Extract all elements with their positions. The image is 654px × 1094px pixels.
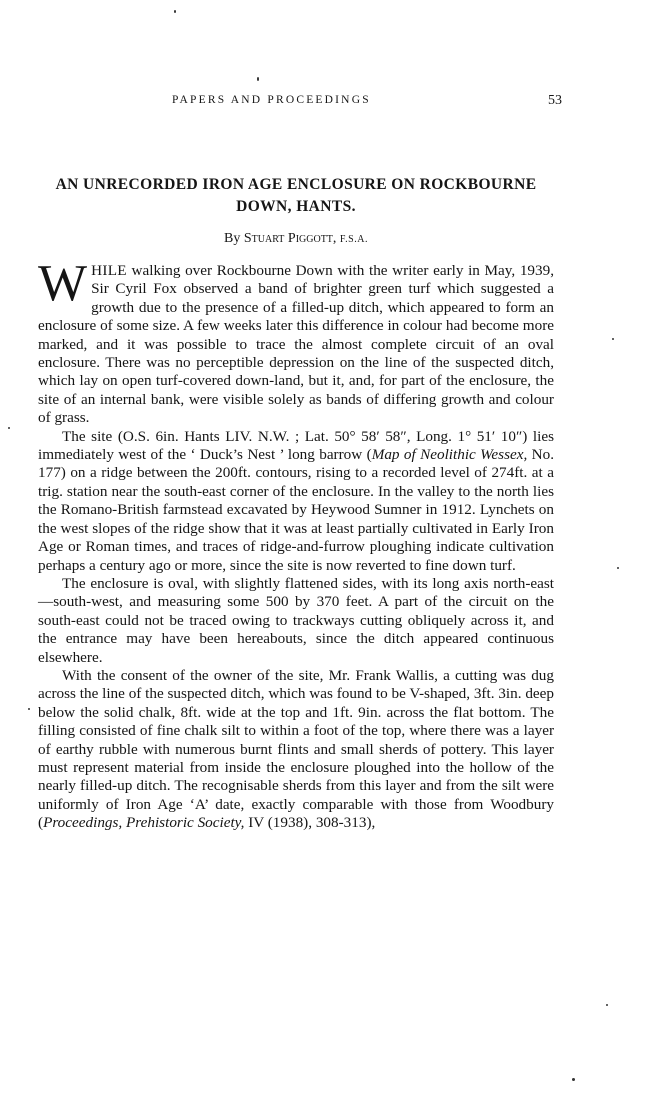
author-name: Stuart Piggott, [243, 231, 337, 246]
paragraph-4 [38, 667, 554, 833]
scan-speck [8, 427, 10, 429]
paragraph-3: The enclosure is oval, with slightly flattened sides, with its long axis north-east—south-west, and measuring some 500 by 370 feet. A part of the circuit on the south-east could not be traced owing to trackways cutting obliquely across it, and the entrance may have been hereabouts, since the ditch appeared continuous elsewhere. [38, 574, 554, 666]
paragraph-1-text: walking over Rockbourne Down with the writer early in May, 1939, Sir Cyril Fox observed a band of brighter green turf which suggested a growth due to the presence of a filled-up ditch, which appeared to form an enclosure of some size. A few weeks later this difference in colour had become more marked, and it was possible to trace the almost complete circuit of an oval enclosure. There was no perceptible depression on the line of the suspected ditch, which lay on open turf-covered down-land, but it, and, for part of the enclosure, the site of an internal bank, were visible solely as bands of differing growth and colour of grass. [38, 262, 554, 427]
scan-speck [257, 77, 259, 81]
paragraph-2-text-b: No. 177) on a ridge between the 200ft. contours, rising to a recorded level of 274ft. at a trig. station near the south-east corner of the enclosure. In the valley to the north lies the Romano-British farmstead excavated by Heywood Sumner in 1912. Lynchets on the west slopes of the ridge show that it was at least partially cultivated in Early Iron Age or Roman times, and traces of ridge-and-furrow ploughing indicate cultivation perhaps a century ago or more, since the site is now reverted to fine down turf. [38, 446, 555, 574]
map-citation: Map of Neolithic Wessex, [371, 446, 528, 464]
paragraph-4-text-b: IV (1938), 308-313), [244, 814, 376, 832]
byline-prefix: By [224, 231, 241, 246]
journal-citation: Proceedings, Prehistoric Society, [43, 814, 245, 832]
scan-speck [28, 708, 30, 710]
article-body [38, 255, 555, 833]
byline [38, 231, 554, 247]
paragraph-4-text-a: With the consent of the owner of the site, Mr. Frank Wallis, a cutting was dug across the line of the suspected ditch, which was found to be V-shaped, 3ft. 3in. deep below the solid chalk, 8ft. wide at the top and 1ft. 9in. across the flat bottom. The filling consisted of fine chalk silt to within a foot of the top, where there was a layer of earthy rubble with numerous burnt flints and small sherds of pottery. This layer must represent material from inside the enclosure ploughed into the hollow of the nearly filled-up ditch. The recognisable sherds from this layer and from the silt were uniformly of Iron Age ‘A’ date, exactly comparable with those from Woodbury ( [38, 666, 554, 832]
scan-speck [612, 338, 614, 340]
scan-speck [174, 10, 176, 13]
running-header [172, 94, 562, 106]
scan-speck [572, 1078, 575, 1081]
paragraph-2-text-a: The site (O.S. 6in. Hants LIV. N.W. ; Lat. 50° 58′ 58″, Long. 1° 51′ 10″) lies immediately west of the ‘ Duck’s Nest ’ long barrow ( [38, 427, 554, 464]
drop-cap: W [38, 255, 88, 312]
page-number: 53 [548, 93, 562, 108]
scan-speck [606, 1004, 608, 1006]
article-title: AN UNRECORDED IRON AGE ENCLOSURE ON ROCKBOURNE DOWN, HANTS. [55, 176, 537, 215]
paragraph-2 [38, 428, 554, 575]
paragraph-1 [38, 255, 554, 428]
author-suffix: F.S.A. [339, 234, 368, 245]
scan-speck [617, 567, 619, 569]
running-title: PAPERS AND PROCEEDINGS [172, 94, 371, 106]
opening-caps: HILE [91, 262, 127, 279]
